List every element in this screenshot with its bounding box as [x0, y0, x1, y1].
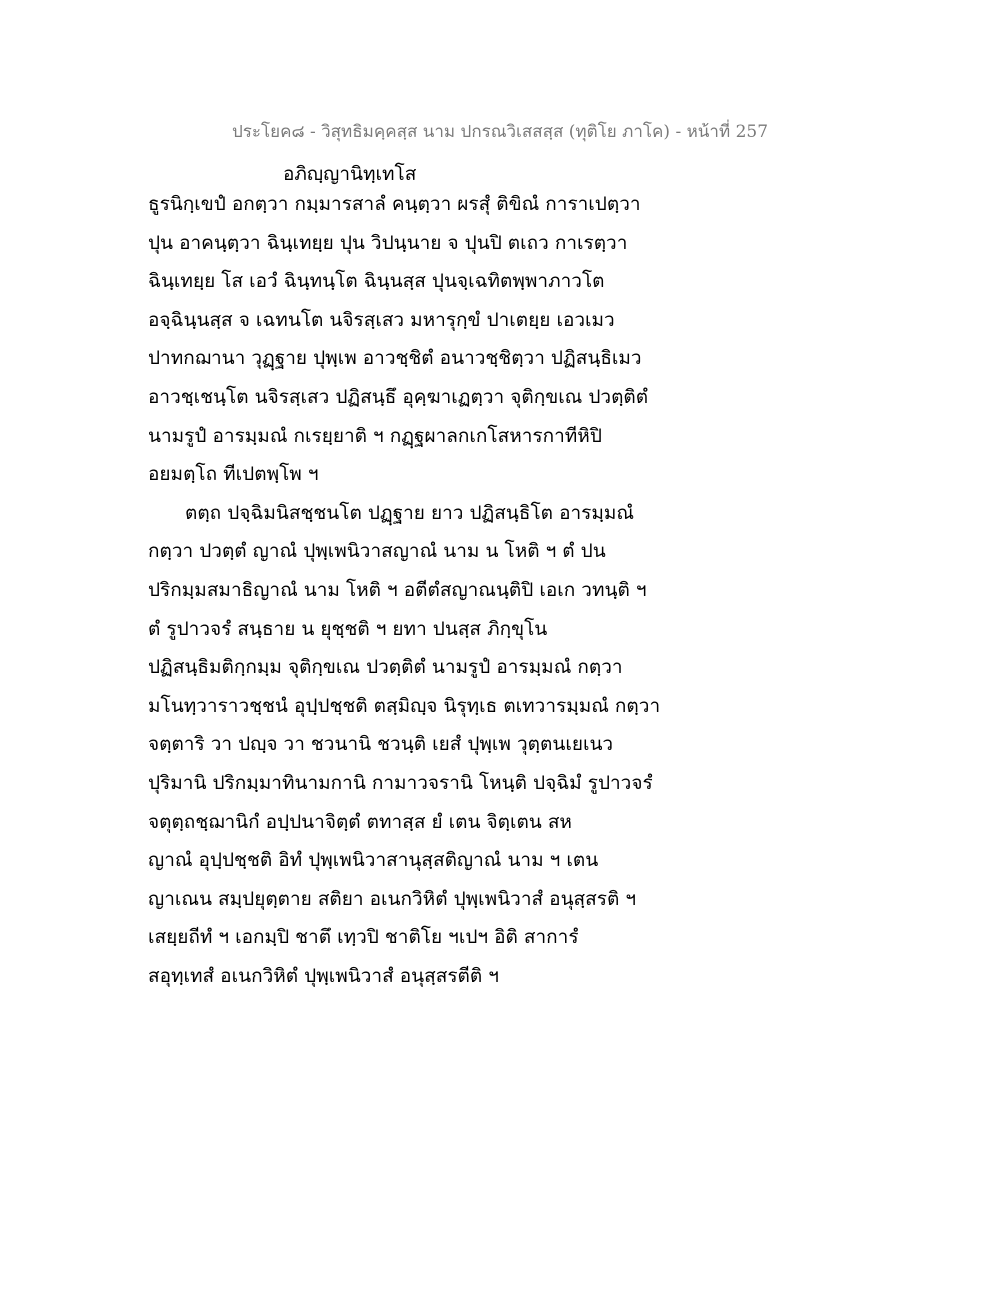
text-line: ปุริมานิ ปริกมฺมาทินามกานิ กามาวจรานิ โหนฺติ ปจฺฉิมํ รูปาวจรํ [148, 771, 653, 794]
text-line: จตฺตาริ วา ปญฺจ วา ชวนานิ ชวนฺติ เยสํ ปุพฺเพ วุตฺตนเยเนว [148, 733, 614, 756]
text-line: ธูรนิกฺเขปํ อกตฺวา กมฺมารสาลํ คนฺตฺวา ผรสุํ ติขิณํ การาเปตฺวา [148, 193, 641, 215]
running-header: ประโยค๘ - วิสุทธิมคฺคสฺส นาม ปกรณวิเสสสฺส (ทุติโย ภาโค) - หน้าที่ 257 [231, 122, 769, 142]
text-line: เสยฺยถีทํ ฯ เอกมฺปิ ชาตึ เทฺวปิ ชาติโย ฯเปฯ อิติ สาการํ [148, 926, 579, 949]
text-line: สอุทฺเทสํ อเนกวิหิตํ ปุพฺเพนิวาสํ อนุสฺสรตีติ ฯ [148, 964, 499, 987]
text-line: ปริกมฺมสมาธิญาณํ นาม โหติ ฯ อตีตํสญาณนฺติปิ เอเก วทนฺติ ฯ [148, 578, 647, 601]
text-line: ปุน อาคนฺตฺวา ฉินฺเทยฺย ปุน วิปนฺนาย จ ปุนปิ ตเถว กาเรตฺวา [148, 231, 628, 254]
text-line: ปาทกฌานา วุฏฺฐาย ปุพฺเพ อาวชฺชิตํ อนาวชฺชิตฺวา ปฏิสนฺธิเมว [148, 347, 642, 370]
text-line: จตุตฺถชฺฌานิกํ อปฺปนาจิตฺตํ ตทาสฺส ยํ เตน จิตฺเตน สห [148, 810, 572, 833]
body-text [148, 173, 708, 995]
paragraph-1 [148, 185, 708, 494]
text-line: ญาณํ อุปฺปชฺชติ อิทํ ปุพฺเพนิวาสานุสฺสติญาณํ นาม ฯ เตน [148, 849, 599, 872]
text-line: ตตฺถ ปจฺฉิมนิสชฺชนโต ปฏฺฐาย ยาว ปฏิสนฺธิโต อารมฺมณํ [185, 501, 635, 524]
text-line: นามรูปํ อารมฺมณํ กเรยฺยาติ ฯ กฏฺฐผาลกเกโสหารกาทีหิปิ [148, 424, 602, 447]
text-line: อยมตฺโถ ทีเปตพฺโพ ฯ [148, 463, 319, 486]
text-line: ตํ รูปาวจรํ สนฺธาย น ยุชฺชติ ฯ ยทา ปนสฺส ภิกฺขุโน [148, 617, 548, 640]
text-line: ปฏิสนฺธิมติกฺกมฺม จุติกฺขเณ ปวตฺติตํ นามรูปํ อารมฺมณํ กตฺวา [148, 656, 623, 679]
text-line: ฉินฺเทยฺย โส เอวํ ฉินฺทนฺโต ฉินฺนสฺส ปุนจฺเฉทิตพฺพาภาวโต [148, 270, 605, 293]
text-line: อาวชฺเชนฺโต นจิรสฺเสว ปฏิสนฺธึ อุคฺฆาเฏตฺวา จุติกฺขเณ ปวตฺติตํ [148, 385, 649, 408]
text-line: ญาเณน สมฺปยุตฺตาย สติยา อเนกวิหิตํ ปุพฺเพนิวาสํ อนุสฺสรติ ฯ [148, 887, 636, 910]
paragraph-2 [148, 494, 708, 996]
section-heading: อภิญฺญานิทฺเทโส [283, 163, 417, 185]
text-line: กตฺวา ปวตฺตํ ญาณํ ปุพฺเพนิวาสญาณํ นาม น โหติ ฯ ตํ ปน [148, 540, 606, 563]
text-line: อจฺฉินฺนสฺส จ เฉทนโต นจิรสฺเสว มหารุกฺขํ ปาเตยฺย เอวเมว [148, 308, 615, 331]
text-line: มโนทฺวาราวชฺชนํ อุปฺปชฺชติ ตสฺมิญฺจ นิรุทฺเธ ตเทวารมฺมณํ กตฺวา [148, 694, 661, 717]
